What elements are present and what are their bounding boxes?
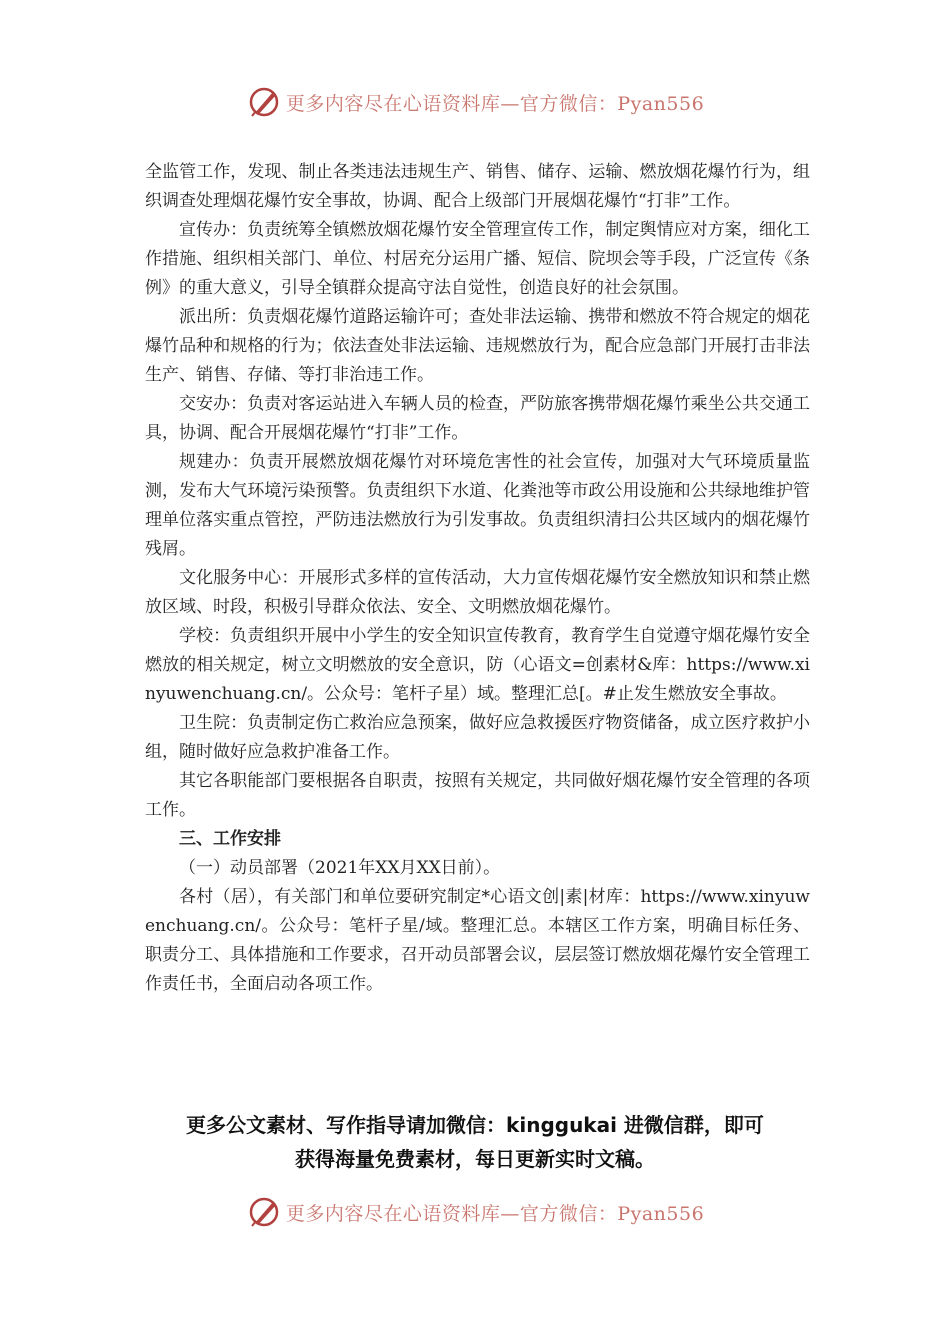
- promo-notice: [120, 1108, 830, 1176]
- paragraph-other-departments: 其它各职能部门要根据各自职责，按照有关规定，共同做好烟花爆竹安全管理的各项工作。: [145, 771, 810, 820]
- paragraph-publicity-office: 宣传办：负责统筹全镇燃放烟花爆竹安全管理宣传工作，制定舆情应对方案，细化工作措施、组织相关部门、单位、村居充分运用广播、短信、院坝会等手段，广泛宣传《条例》的重大意义，引导全镇群众提高守法自觉性，创造良好的社会氛围。: [145, 220, 810, 298]
- paragraph-police-station: 派出所：负责烟花爆竹道路运输许可；查处非法运输、携带和燃放不符合规定的烟花爆竹品种和规格的行为；依法查处非法运输、违规燃放行为，配合应急部门开展打击非法生产、销售、存储、等打非治违工作。: [145, 307, 810, 385]
- paragraph-culture-center: 文化服务中心：开展形式多样的宣传活动，大力宣传烟花爆竹安全燃放知识和禁止燃放区域、时段，积极引导群众依法、安全、文明燃放烟花爆竹。: [145, 568, 810, 617]
- subheading-mobilization: （一）动员部署（2021年XX月XX日前）。: [179, 858, 501, 878]
- promo-line-1: 更多公文素材、写作指导请加微信：kinggukai 进微信群，即可: [186, 1113, 764, 1137]
- header-text: 更多内容尽在心语资料库—官方微信：Pyan556: [285, 92, 705, 115]
- quill-pen-icon: [246, 1194, 282, 1230]
- paragraph-planning-office: 规建办：负责开展燃放烟花爆竹对环境危害性的社会宣传，加强对大气环境质量监测，发布大气环境污染预警。负责组织下水道、化粪池等市政公用设施和公共绿地维护管理单位落实重点管控，严防违法燃放行为引发事故。负责组织清扫公共区域内的烟花爆竹残屑。: [145, 452, 810, 559]
- footer-banner: [0, 1192, 950, 1232]
- paragraph-continued: 全监管工作，发现、制止各类违法违规生产、销售、储存、运输、燃放烟花爆竹行为，组织调查处理烟花爆竹安全事故，协调、配合上级部门开展烟花爆竹“打非”工作。: [145, 162, 810, 211]
- quill-pen-icon: [246, 84, 282, 120]
- footer-text: 更多内容尽在心语资料库—官方微信：Pyan556: [285, 1202, 705, 1225]
- paragraph-health-center: 卫生院：负责制定伤亡救治应急预案，做好应急救援医疗物资储备，成立医疗救护小组，随时做好应急救护准备工作。: [145, 713, 810, 762]
- promo-line-2: 获得海量免费素材，每日更新实时文稿。: [295, 1147, 655, 1171]
- paragraph-villages: 各村（居），有关部门和单位要研究制定*心语文创|素|材库：https://www.xinyuwenchuang.cn/。公众号：笔杆子星/域。整理汇总。本辖区工作方案，明确目标任务、职责分工、具体措施和工作要求，召开动员部署会议，层层签订燃放烟花爆竹安全管理工作责任书，全面启动各项工作。: [145, 887, 810, 994]
- header-banner: [0, 82, 950, 122]
- section-heading-work-arrangement: 三、工作安排: [179, 829, 281, 849]
- paragraph-traffic-office: 交安办：负责对客运站进入车辆人员的检查，严防旅客携带烟花爆竹乘坐公共交通工具，协调、配合开展烟花爆竹“打非”工作。: [145, 394, 810, 443]
- paragraph-schools: 学校：负责组织开展中小学生的安全知识宣传教育，教育学生自觉遵守烟花爆竹安全燃放的相关规定，树立文明燃放的安全意识，防（心语文=创素材&库：https://www.xinyuwenchuang.cn/。公众号：笔杆子星）域。整理汇总[。#止发生燃放安全事故。: [145, 626, 810, 704]
- document-body: [145, 158, 810, 999]
